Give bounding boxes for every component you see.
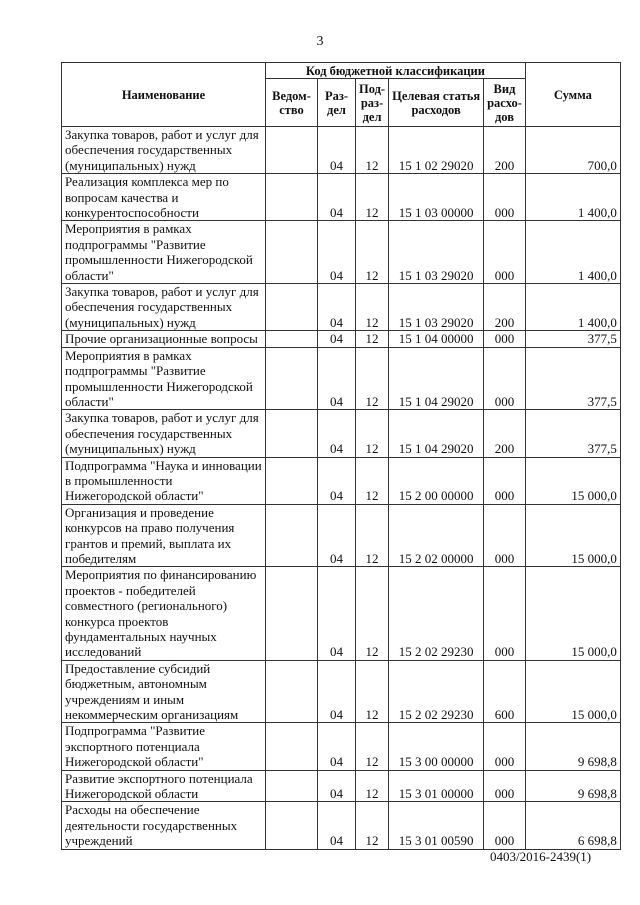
cell-subsection: 12 xyxy=(356,457,389,504)
cell-type: 200 xyxy=(484,284,526,331)
cell-subsection: 12 xyxy=(356,567,389,660)
table-row xyxy=(62,331,621,347)
cell-name: Прочие организационные вопросы xyxy=(62,331,266,347)
cell-subsection: 12 xyxy=(356,660,389,723)
cell-sum: 377,5 xyxy=(525,410,620,457)
header-type: Вид расхо-дов xyxy=(484,79,526,127)
cell-section: 04 xyxy=(318,347,356,410)
cell-dept xyxy=(266,567,318,660)
cell-target: 15 1 03 00000 xyxy=(389,174,484,221)
cell-name: Закупка товаров, работ и услуг для обеспечения государственных (муниципальных) нужд xyxy=(62,284,266,331)
cell-dept xyxy=(266,504,318,567)
document-code: 0403/2016-2439(1) xyxy=(490,849,592,864)
page-number: 3 xyxy=(316,34,324,49)
cell-sum: 1 400,0 xyxy=(525,174,620,221)
cell-target: 15 3 00 00000 xyxy=(389,723,484,770)
table-row xyxy=(62,660,621,723)
cell-section: 04 xyxy=(318,127,356,174)
cell-subsection: 12 xyxy=(356,221,389,284)
cell-section: 04 xyxy=(318,567,356,660)
cell-sum: 6 698,8 xyxy=(525,802,620,849)
cell-dept xyxy=(266,284,318,331)
cell-sum: 9 698,8 xyxy=(525,723,620,770)
table-row xyxy=(62,284,621,331)
header-subsection: Под-раз-дел xyxy=(356,79,389,127)
cell-section: 04 xyxy=(318,221,356,284)
table-row xyxy=(62,457,621,504)
cell-target: 15 1 04 00000 xyxy=(389,331,484,347)
cell-dept xyxy=(266,221,318,284)
cell-section: 04 xyxy=(318,410,356,457)
cell-dept xyxy=(266,331,318,347)
cell-dept xyxy=(266,770,318,802)
cell-dept xyxy=(266,802,318,849)
cell-sum: 1 400,0 xyxy=(525,221,620,284)
cell-target: 15 1 04 29020 xyxy=(389,347,484,410)
cell-subsection: 12 xyxy=(356,347,389,410)
cell-subsection: 12 xyxy=(356,504,389,567)
cell-sum: 15 000,0 xyxy=(525,660,620,723)
cell-name: Мероприятия в рамках подпрограммы "Развитие промышленности Нижегородской области" xyxy=(62,347,266,410)
cell-section: 04 xyxy=(318,723,356,770)
cell-type: 000 xyxy=(484,174,526,221)
cell-sum: 15 000,0 xyxy=(525,567,620,660)
budget-table xyxy=(61,62,621,850)
cell-section: 04 xyxy=(318,802,356,849)
cell-type: 000 xyxy=(484,504,526,567)
cell-target: 15 2 02 29230 xyxy=(389,567,484,660)
cell-sum: 700,0 xyxy=(525,127,620,174)
cell-name: Закупка товаров, работ и услуг для обеспечения государственных (муниципальных) нужд xyxy=(62,127,266,174)
table-row xyxy=(62,410,621,457)
cell-type: 000 xyxy=(484,770,526,802)
cell-type: 200 xyxy=(484,410,526,457)
cell-name: Закупка товаров, работ и услуг для обеспечения государственных (муниципальных) нужд xyxy=(62,410,266,457)
cell-target: 15 1 03 29020 xyxy=(389,284,484,331)
cell-subsection: 12 xyxy=(356,802,389,849)
cell-name: Организация и проведение конкурсов на право получения грантов и премий, выплата их победителям xyxy=(62,504,266,567)
cell-dept xyxy=(266,127,318,174)
cell-sum: 15 000,0 xyxy=(525,504,620,567)
cell-section: 04 xyxy=(318,660,356,723)
cell-subsection: 12 xyxy=(356,284,389,331)
cell-name: Развитие экспортного потенциала Нижегородской области xyxy=(62,770,266,802)
cell-sum: 1 400,0 xyxy=(525,284,620,331)
cell-name: Расходы на обеспечение деятельности государственных учреждений xyxy=(62,802,266,849)
cell-section: 04 xyxy=(318,284,356,331)
header-section: Раз-дел xyxy=(318,79,356,127)
cell-type: 000 xyxy=(484,331,526,347)
header-dept: Ведом-ство xyxy=(266,79,318,127)
table-row xyxy=(62,802,621,849)
table-row xyxy=(62,127,621,174)
cell-dept xyxy=(266,457,318,504)
cell-dept xyxy=(266,723,318,770)
cell-name: Реализация комплекса мер по вопросам качества и конкурентоспособности xyxy=(62,174,266,221)
cell-target: 15 1 04 29020 xyxy=(389,410,484,457)
cell-sum: 377,5 xyxy=(525,347,620,410)
cell-target: 15 2 00 00000 xyxy=(389,457,484,504)
header-code-group: Код бюджетной классификации xyxy=(266,63,526,79)
cell-subsection: 12 xyxy=(356,410,389,457)
cell-subsection: 12 xyxy=(356,723,389,770)
cell-subsection: 12 xyxy=(356,331,389,347)
cell-sum: 15 000,0 xyxy=(525,457,620,504)
cell-sum: 9 698,8 xyxy=(525,770,620,802)
cell-subsection: 12 xyxy=(356,174,389,221)
cell-target: 15 1 03 29020 xyxy=(389,221,484,284)
header-sum: Сумма xyxy=(525,63,620,127)
cell-target: 15 1 02 29020 xyxy=(389,127,484,174)
cell-type: 000 xyxy=(484,567,526,660)
cell-section: 04 xyxy=(318,770,356,802)
cell-dept xyxy=(266,347,318,410)
cell-type: 200 xyxy=(484,127,526,174)
cell-name: Подпрограмма "Наука и инновации в промышленности Нижегородской области" xyxy=(62,457,266,504)
cell-target: 15 2 02 29230 xyxy=(389,660,484,723)
cell-section: 04 xyxy=(318,504,356,567)
header-name: Наименование xyxy=(62,63,266,127)
cell-type: 600 xyxy=(484,660,526,723)
cell-subsection: 12 xyxy=(356,770,389,802)
table-row xyxy=(62,221,621,284)
cell-dept xyxy=(266,410,318,457)
header-target: Целевая статья расходов xyxy=(389,79,484,127)
table-row xyxy=(62,504,621,567)
cell-name: Мероприятия по финансированию проектов - победителей совместного (регионального) конкурса проектов фундаментальных научных исследований xyxy=(62,567,266,660)
cell-target: 15 3 01 00000 xyxy=(389,770,484,802)
cell-name: Предоставление субсидий бюджетным, автономным учреждениям и иным некоммерческим организациям xyxy=(62,660,266,723)
cell-name: Подпрограмма "Развитие экспортного потенциала Нижегородской области" xyxy=(62,723,266,770)
table-row xyxy=(62,723,621,770)
table-row xyxy=(62,770,621,802)
table-row xyxy=(62,174,621,221)
cell-name: Мероприятия в рамках подпрограммы "Развитие промышленности Нижегородской области" xyxy=(62,221,266,284)
table-row xyxy=(62,347,621,410)
cell-type: 000 xyxy=(484,347,526,410)
cell-target: 15 3 01 00590 xyxy=(389,802,484,849)
cell-target: 15 2 02 00000 xyxy=(389,504,484,567)
cell-section: 04 xyxy=(318,331,356,347)
cell-section: 04 xyxy=(318,457,356,504)
cell-type: 000 xyxy=(484,723,526,770)
cell-type: 000 xyxy=(484,802,526,849)
cell-sum: 377,5 xyxy=(525,331,620,347)
table-row xyxy=(62,567,621,660)
cell-type: 000 xyxy=(484,457,526,504)
cell-section: 04 xyxy=(318,174,356,221)
cell-subsection: 12 xyxy=(356,127,389,174)
cell-dept xyxy=(266,174,318,221)
cell-type: 000 xyxy=(484,221,526,284)
cell-dept xyxy=(266,660,318,723)
